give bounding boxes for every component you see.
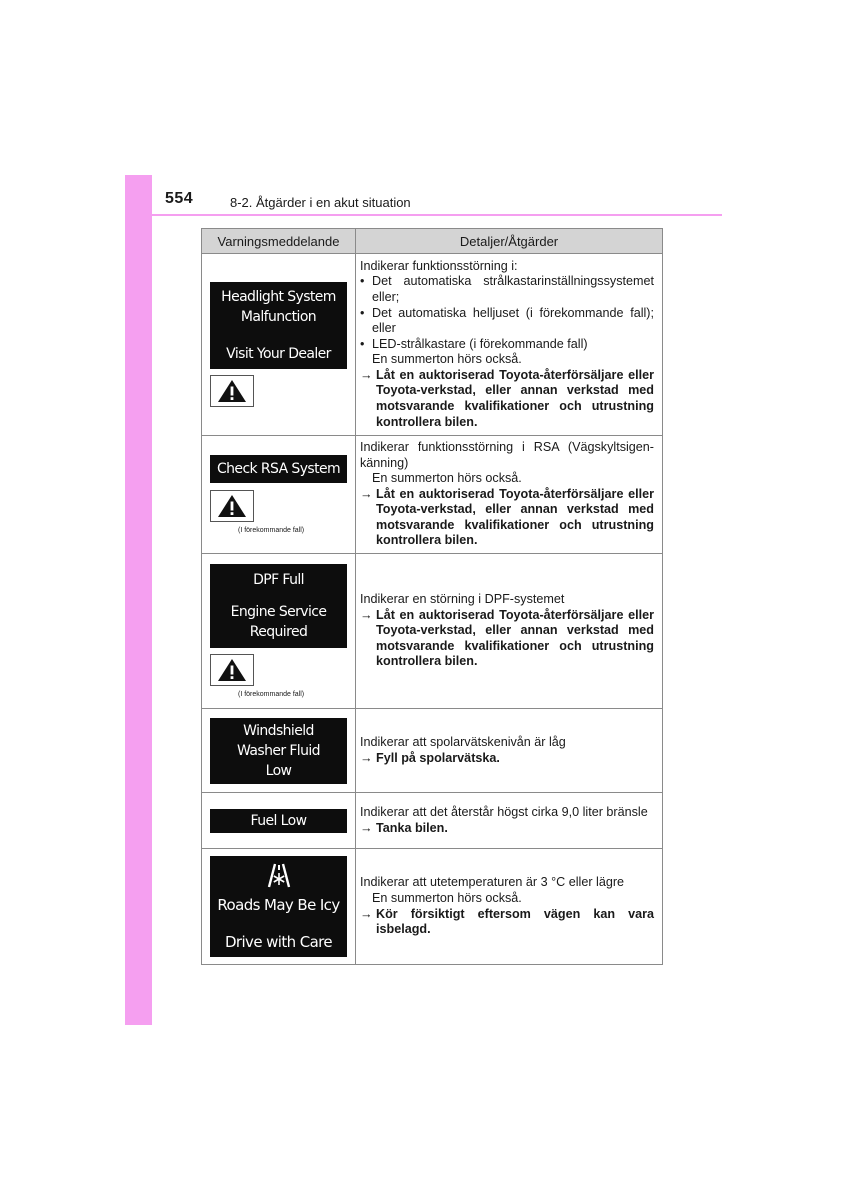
row-intro: Indikerar att spolarvätskenivån är låg [360, 734, 566, 749]
check-rsa-display: Check RSA System [210, 455, 347, 483]
dpf-full-display: DPF Full Engine Service Required [210, 564, 347, 648]
page-number: 554 [165, 190, 194, 207]
warning-triangle-icon [210, 654, 254, 686]
applicability-note: (I förekommande fall) [238, 527, 305, 534]
washer-fluid-low-display: Windshield Washer Fluid Low [210, 718, 347, 784]
row-sub: En summerton hörs också. [372, 890, 522, 905]
side-tab-bar [125, 175, 152, 1025]
warning-triangle-icon [210, 375, 254, 407]
table-row: Check RSA System (I förekommande fall) Indikerar funktionsstörning i RSA (Vägskyltsigen-känning) En summerton hörs också. → Låt en auktoriserad Toyota-återförsäljare eller Toyota-verkstad, eller annan verkstad med motsvarande kvalifikationer och utrustning kontrollera bilen. [202, 436, 663, 554]
row-action: Kör försiktigt eftersom vägen kan vara isbelagd. [376, 906, 654, 937]
table-row: Headlight System Malfunction Visit Your Dealer Indikerar funktionsstörning i: • Det automatiska strålkastarinställningssystemet eller; • Det automatiska helljuset (i förekommande fall); eller • LED-strålkastare (i förekommande fall) En summerton hörs också. → Låt en auktoriserad Toyota-återförsäljare eller Toyota-verkstad, eller annan verkstad med motsvarande kvalifikationer och utrustning kontrollera bilen. [202, 254, 663, 436]
row-intro: Indikerar funktionsstörning i RSA (Vägskyltsigen-känning) [360, 439, 654, 470]
row-action: Fyll på spolarvätska. [376, 750, 500, 765]
fuel-low-display: Fuel Low [210, 809, 347, 833]
table-row: Windshield Washer Fluid Low Indikerar att spolarvätskenivån är låg → Fyll på spolarvätska. [202, 709, 663, 793]
section-title: 8-2. Åtgärder i en akut situation [230, 195, 411, 210]
row-sub: En summerton hörs också. [372, 352, 522, 367]
table-row: Fuel Low Indikerar att det återstår högst cirka 9,0 liter bränsle → Tanka bilen. [202, 793, 663, 849]
table-row: DPF Full Engine Service Required (I förekommande fall) Indikerar en störning i DPF-systemet → Låt en auktoriserad Toyota-återförsäljare eller Toyota-verkstad, eller annan verkstad med motsvarande kvalifikationer och utrustning kontrollera bilen. [202, 554, 663, 709]
table-row: Roads May Be Icy Drive with Care Indikerar att utetemperaturen är 3 °C eller lägre En summerton hörs också. → Kör försiktigt eftersom vägen kan vara isbelagd. [202, 849, 663, 965]
row-intro: Indikerar att det återstår högst cirka 9,0 liter bränsle [360, 804, 648, 819]
icy-road-icon [212, 862, 345, 888]
header-rule [152, 214, 722, 216]
row-sub: En summerton hörs också. [372, 471, 522, 486]
roads-icy-display: Roads May Be Icy Drive with Care [210, 856, 347, 957]
row-intro: Indikerar att utetemperaturen är 3 °C eller lägre [360, 875, 625, 890]
row-action: Låt en auktoriserad Toyota-återförsäljare eller Toyota-verkstad, eller annan verkstad med motsvarande kvalifikationer och utrustning kontrollera bilen. [376, 367, 654, 429]
row-action: Låt en auktoriserad Toyota-återförsäljare eller Toyota-verkstad, eller annan verkstad med motsvarande kvalifikationer och utrustning kontrollera bilen. [376, 486, 654, 548]
row-bullet: Det automatiska helljuset (i förekommande fall); eller [372, 305, 654, 336]
column-header-message: Varningsmeddelande [202, 229, 356, 254]
column-header-details: Detaljer/Åtgärder [356, 229, 663, 254]
row-intro: Indikerar funktionsstörning i: [360, 258, 518, 273]
applicability-note: (I förekommande fall) [238, 691, 305, 698]
row-bullet: LED-strålkastare (i förekommande fall) [372, 336, 588, 351]
warning-table [201, 228, 663, 965]
row-bullet: Det automatiska strålkastarinställningssystemet eller; [372, 274, 654, 304]
warning-triangle-icon [210, 490, 254, 522]
row-intro: Indikerar en störning i DPF-systemet [360, 592, 565, 607]
row-action: Låt en auktoriserad Toyota-återförsäljare eller Toyota-verkstad, eller annan verkstad med motsvarande kvalifikationer och utrustning kontrollera bilen. [376, 607, 654, 669]
headlight-malfunction-display: Headlight System Malfunction Visit Your Dealer [210, 282, 347, 369]
row-action: Tanka bilen. [376, 820, 448, 835]
